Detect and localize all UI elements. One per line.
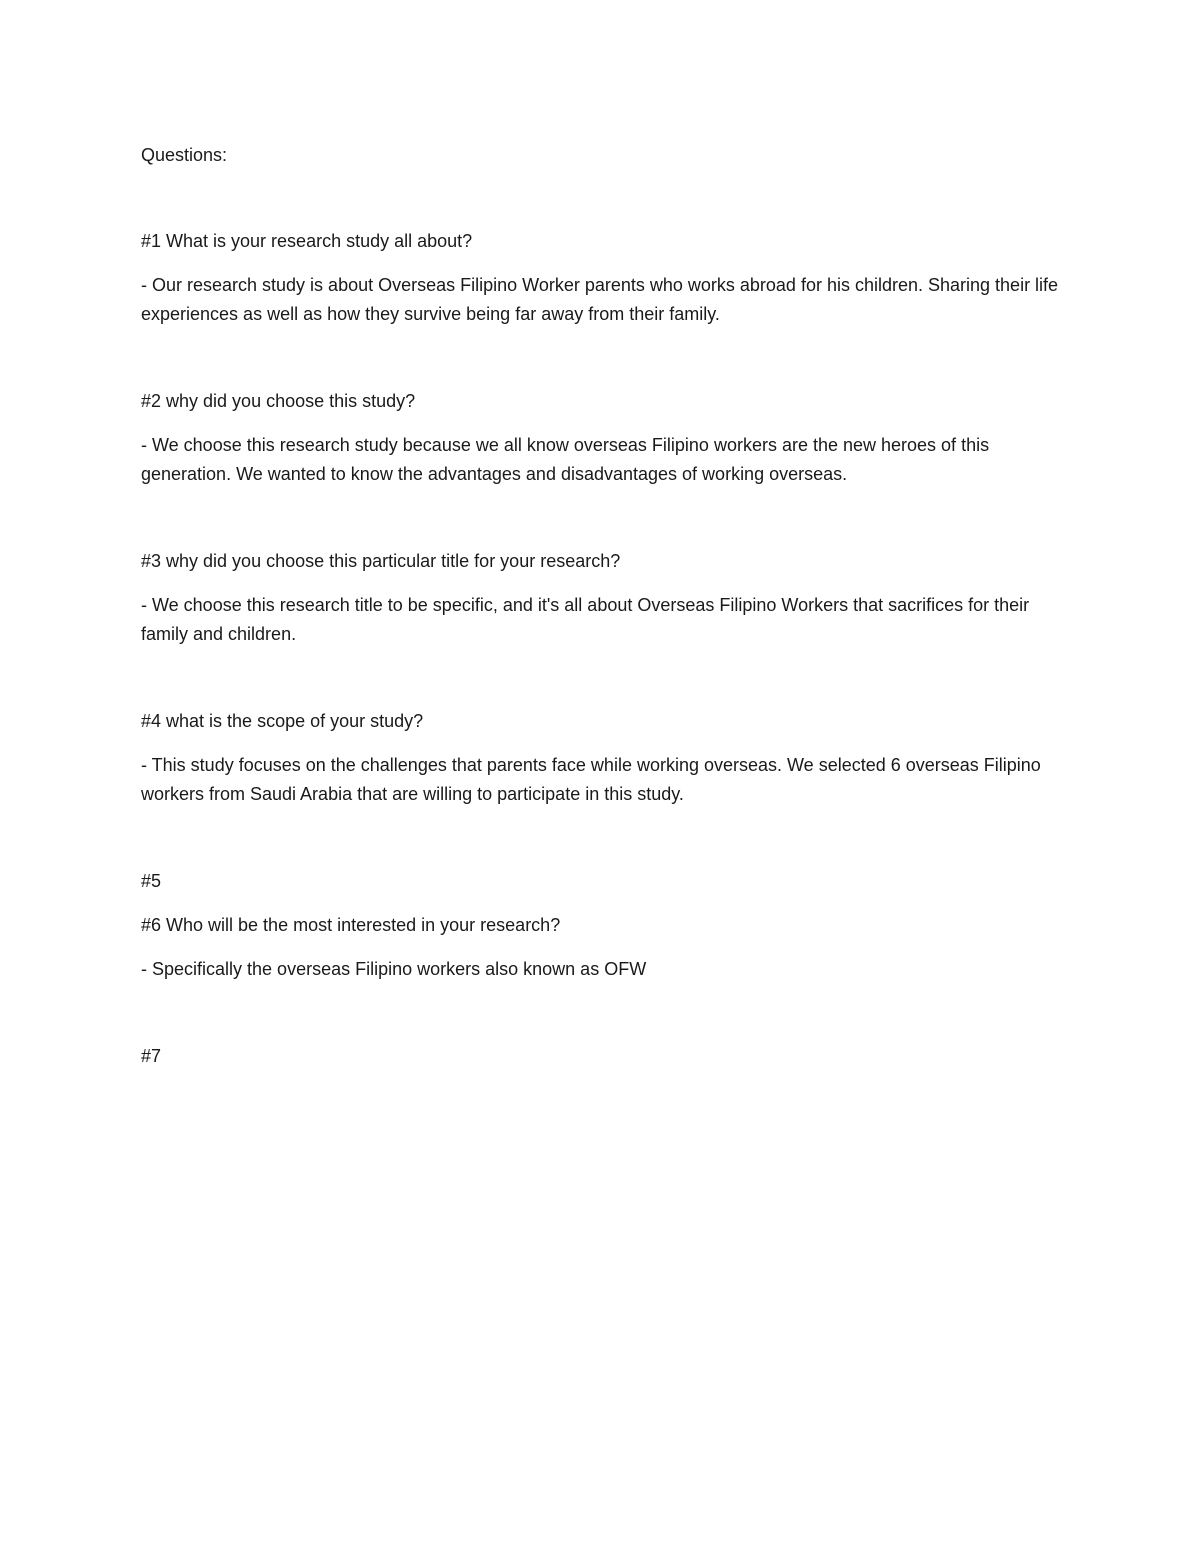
answer-1: - Our research study is about Overseas Filipino Worker parents who works abroad for his children. Sharing their life experiences as well as how they survive being far away from their family. (141, 275, 1059, 324)
qa-item-6 (141, 911, 1061, 984)
answer-4: - This study focuses on the challenges that parents face while working overseas. We selected 6 overseas Filipino workers from Saudi Arabia that are willing to participate in this study. (141, 755, 1041, 804)
question-6: #6 Who will be the most interested in your research? (141, 915, 561, 935)
document-heading: Questions: (141, 145, 228, 165)
answer-3: - We choose this research title to be specific, and it's all about Overseas Filipino Workers that sacrifices for their family and children. (141, 595, 1030, 644)
question-1: #1 What is your research study all about? (141, 231, 473, 251)
qa-item-2 (141, 387, 1061, 489)
answer-2: - We choose this research study because we all know overseas Filipino workers are the new heroes of this generation. We wanted to know the advantages and disadvantages of working overseas. (141, 435, 990, 484)
question-4: #4 what is the scope of your study? (141, 711, 424, 731)
item-7-number: #7 (141, 1046, 162, 1066)
question-2: #2 why did you choose this study? (141, 391, 416, 411)
item-5-number: #5 (141, 871, 162, 891)
answer-6: - Specifically the overseas Filipino workers also known as OFW (141, 959, 647, 979)
question-3: #3 why did you choose this particular title for your research? (141, 551, 621, 571)
qa-item-1 (141, 227, 1061, 329)
qa-item-3 (141, 547, 1061, 649)
document-body (141, 141, 1061, 1086)
qa-item-4 (141, 707, 1061, 809)
